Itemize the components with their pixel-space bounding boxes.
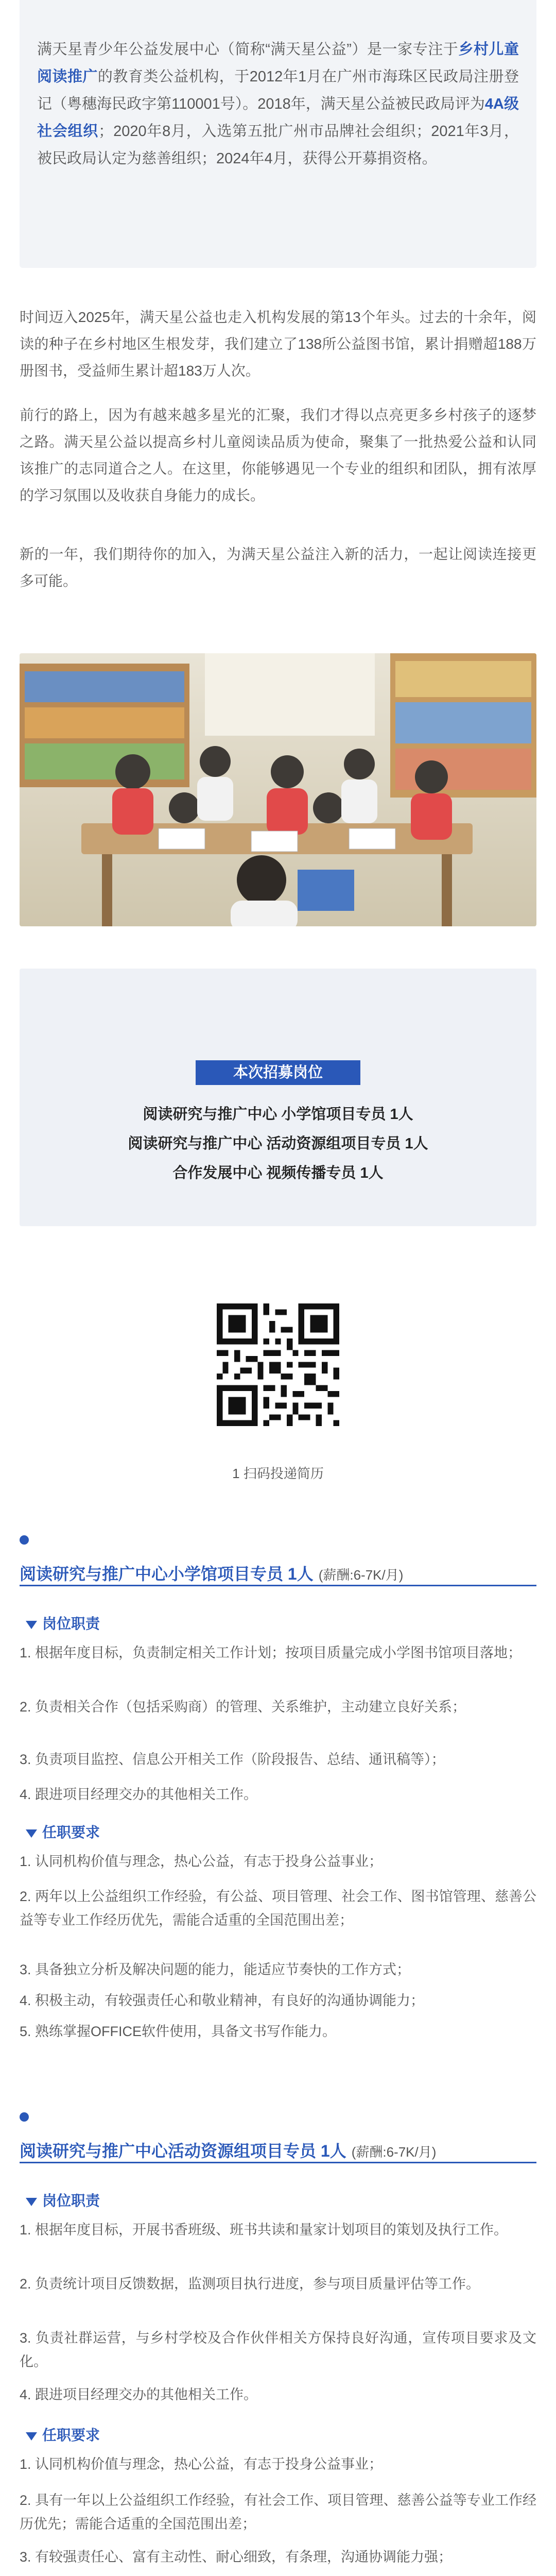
recruiting-posts-panel [20,969,536,1226]
post-line-3: 合作发展中心 视频传播专员 1人 [172,1165,384,1181]
job-title-text-1: 阅读研究与推广中心小学馆项目专员 1人 [20,1565,314,1583]
job1-req-label: 任职要求 [26,1821,100,1842]
job2-duty-3: 3. 负责社群运营，与乡村学校及合作伙伴相关方保持良好沟通，宣传项目要求及文化。 [20,2330,536,2369]
triangle-icon [26,1621,37,1629]
job1-req-1: 1. 认同机构价值与理念，热心公益，有志于投身公益事业； [20,1854,383,1869]
recruiting-posts-title: 本次招募岗位 [196,1060,360,1085]
intro-paragraph [37,36,519,173]
job1-req-3: 3. 具备独立分析及解决问题的能力，能适应节奏快的工作方式； [20,1962,411,1977]
job1-duty-4: 4. 跟进项目经理交办的其他相关工作。 [20,1787,258,1802]
post-line-1: 阅读研究与推广中心 小学馆项目专员 1人 [143,1106,413,1123]
job1-req-5: 5. 熟练掌握OFFICE软件使用，具备文书写作能力。 [20,2024,337,2039]
job2-duty-1: 1. 根据年度目标，开展书香班级、班书共读和量家计划项目的策划及执行工作。 [20,2222,508,2238]
job-salary-1: (薪酬:6-7K/月) [318,1567,404,1583]
triangle-icon [26,2432,37,2441]
children-reading-photo [20,653,536,926]
job2-duty-4: 4. 跟进项目经理交办的其他相关工作。 [20,2387,258,2402]
job1-duty-label: 岗位职责 [26,1613,100,1633]
triangle-icon [26,2198,37,2206]
job2-req-1: 1. 认同机构价值与理念，热心公益，有志于投身公益事业； [20,2456,383,2472]
intro-highlight-4a: 4A级社会组织 [37,96,519,140]
paragraph-history: 时间迈入2025年，满天星公益也走入机构发展的第13个年头。过去的十余年，阅读的种子在乡村地区生根发芽，我们建立了138所公益图书馆，累计捐赠超188万册图书，受益师生累计超183万人次。 [20,309,536,379]
intro-text-a: 满天星青少年公益发展中心（简称“满天星公益”）是一家专注于 [37,41,459,58]
intro-text-b: 的教育类公益机构，于2012年1月在广州市海珠区民政局注册登记（粤穗海民政字第110001号）。2018年，满天星公益被民政局评为 [37,69,519,112]
job2-duty-label: 岗位职责 [26,2190,100,2210]
paragraph-invite: 新的一年，我们期待你的加入，为满天星公益注入新的活力，一起让阅读连接更多可能。 [20,546,536,589]
job1-req-4: 4. 积极主动，有较强责任心和敬业精神，有良好的沟通协调能力； [20,1993,425,2008]
post-line-2: 阅读研究与推广中心 活动资源组项目专员 1人 [128,1136,428,1152]
triangle-icon [26,1829,37,1838]
job2-req-3: 3. 有较强责任心、富有主动性、耐心细致，有条理，沟通协调能力强； [20,2549,453,2565]
job1-duty-2: 2. 负责相关合作（包括采购商）的管理、关系维护，主动建立良好关系； [20,1699,466,1715]
job2-req-label: 任职要求 [26,2424,100,2445]
job-title-1 [20,1561,403,1585]
job1-duty-3: 3. 负责项目监控、信息公开相关工作（阶段报告、总结、通讯稿等）； [20,1752,445,1767]
job2-duty-2: 2. 负责统计项目反馈数据，监测项目执行进度，参与项目质量评估等工作。 [20,2276,480,2292]
job1-duty-1: 1. 根据年度目标，负责制定相关工作计划；按项目质量完成小学图书馆项目落地； [20,1645,522,1660]
job1-req-2: 2. 两年以上公益组织工作经验，有公益、项目管理、社会工作、图书馆管理、慈善公益等专业工作经历优先，需能合适重的全国范围出差； [20,1889,536,1928]
job-title-2 [20,2138,436,2162]
intro-text-c: ；2020年8月，入选第五批广州市品牌社会组织；2021年3月，被民政局认定为慈善组织；2024年4月，获得公开募捐资格。 [37,123,519,167]
job-salary-2: (薪酬:6-7K/月) [351,2144,437,2160]
qr-caption: 1 扫码投递简历 [232,1466,324,1481]
intro-highlight-reading: 乡村儿童阅读推广 [37,41,519,85]
job-title-text-2: 阅读研究与推广中心活动资源组项目专员 1人 [20,2142,346,2160]
job2-req-2: 2. 具有一年以上公益组织工作经验，有社会工作、项目管理、慈善公益等专业工作经历优先；需能合适重的全国范围出差； [20,2493,536,2532]
resume-qr-code[interactable] [217,1303,339,1426]
paragraph-mission: 前行的路上，因为有越来越多星光的汇聚，我们才得以点亮更多乡村孩子的逐梦之路。满天星公益以提高乡村儿童阅读品质为使命，聚集了一批热爱公益和认同该推广的志同道合之人。在这里，你能够遇见一个专业的组织和团队，拥有浓厚的学习氛围以及收获自身能力的成长。 [20,407,536,503]
